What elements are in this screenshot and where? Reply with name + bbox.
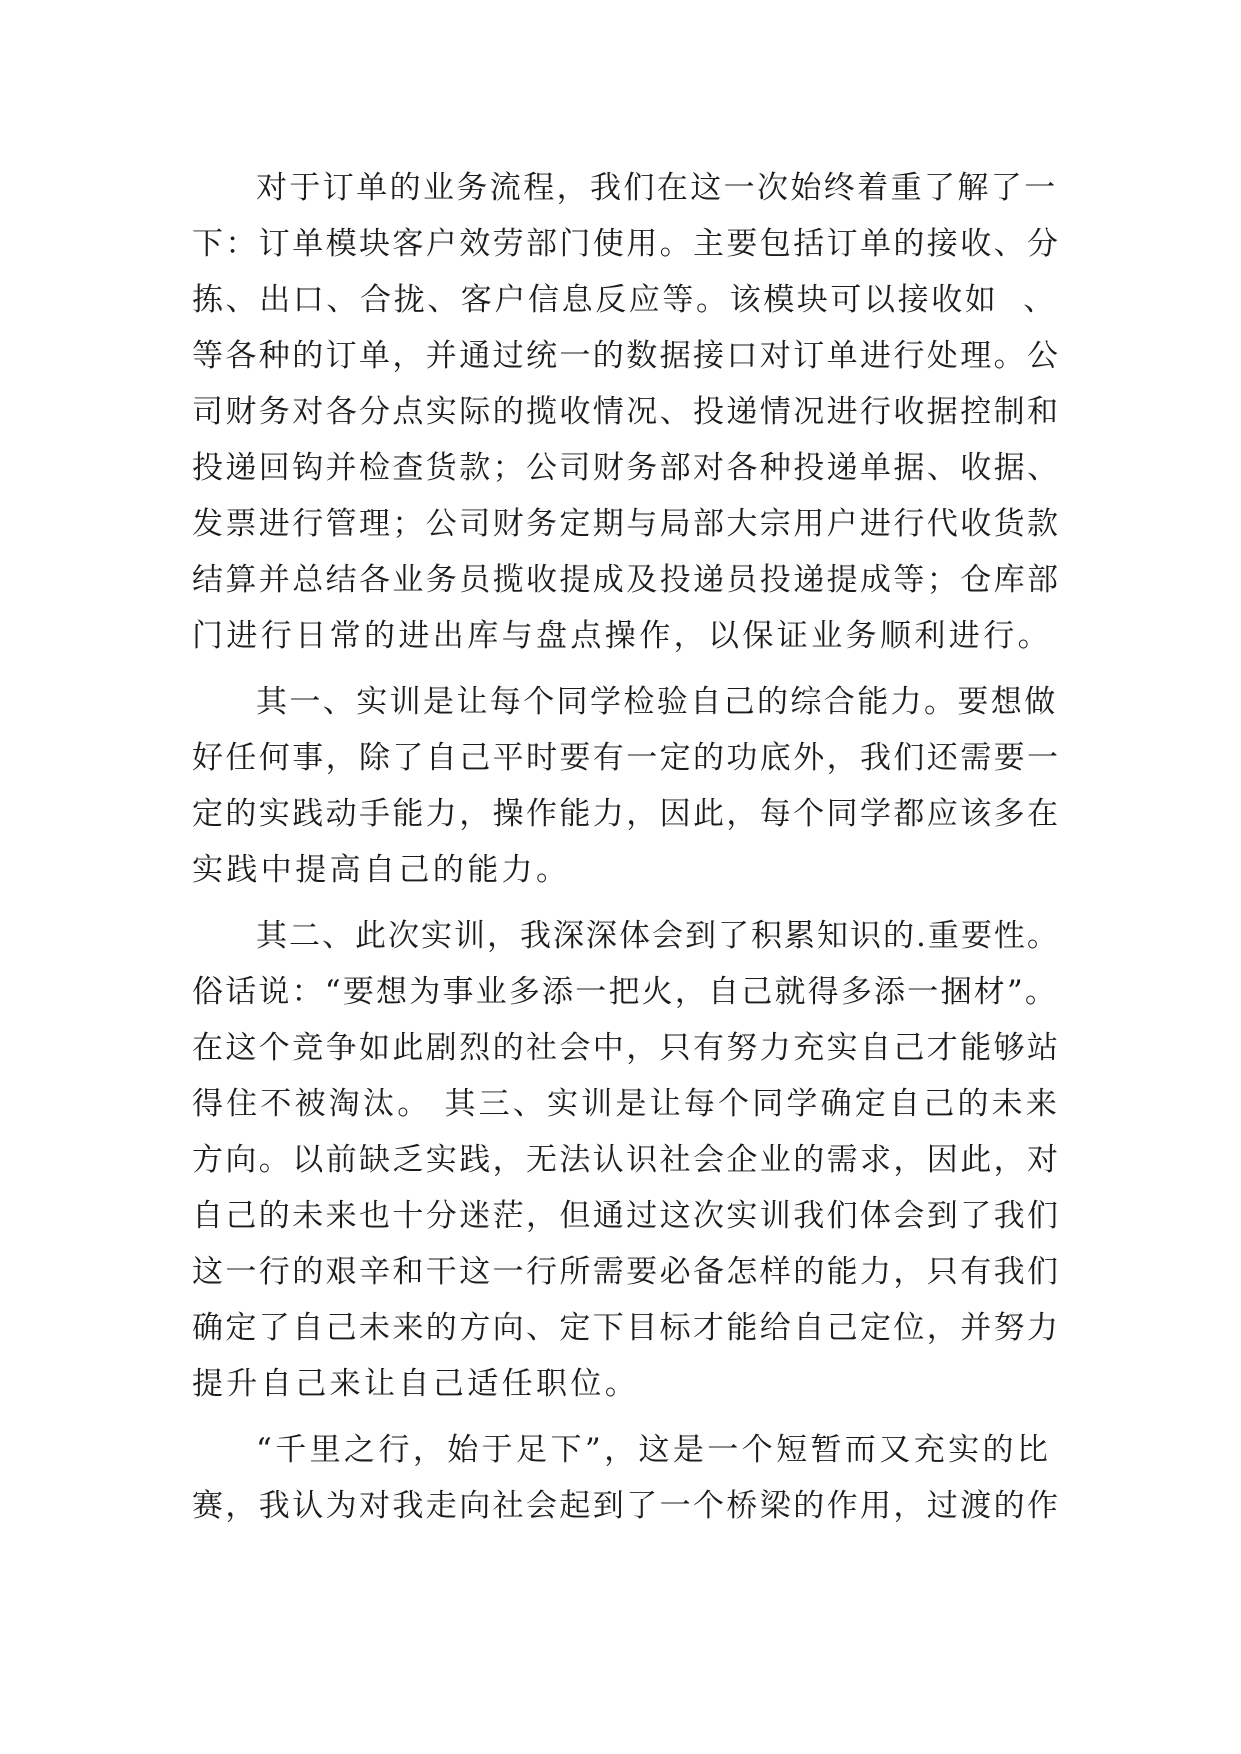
text-line: 提升自己来让自己适任职位。: [192, 1366, 640, 1402]
text-line: 投递回钩并检查货款；公司财务部对各种投递单据、收据、: [192, 450, 1061, 486]
text-line: 俗话说：“要想为事业多添一把火，自己就得多添一捆材”。: [192, 974, 1059, 1010]
text-line: 司财务对各分点实际的揽收情况、投递情况进行收据控制和: [192, 394, 1061, 430]
text-line: 在这个竞争如此剧烈的社会中，只有努力充实自己才能够站: [192, 1030, 1061, 1066]
text-line: 赛，我认为对我走向社会起到了一个桥梁的作用，过渡的作: [192, 1488, 1061, 1524]
text-line: 其二、此次实训，我深深体会到了积累知识的.重要性。: [256, 918, 1060, 954]
text-line: 这一行的艰辛和干这一行所需要必备怎样的能力，只有我们: [192, 1254, 1061, 1290]
text-line: 方向。以前缺乏实践，无法认识社会企业的需求，因此，对: [192, 1142, 1061, 1178]
text-line: 实践中提高自己的能力。: [192, 852, 571, 888]
text-line: 确定了自己未来的方向、定下目标才能给自己定位，并努力: [192, 1310, 1061, 1346]
text-line: 结算并总结各业务员揽收提成及投递员投递提成等；仓库部: [192, 562, 1061, 598]
text-line: 对于订单的业务流程，我们在这一次始终着重了解了一: [256, 170, 1058, 206]
text-line: 得住不被淘汰。 其三、实训是让每个同学确定自己的未来: [192, 1086, 1061, 1122]
text-line: 好任何事，除了自己平时要有一定的功底外，我们还需要一: [192, 740, 1061, 776]
text-line: 定的实践动手能力，操作能力，因此，每个同学都应该多在: [192, 796, 1061, 832]
text-line: 自己的未来也十分迷茫，但通过这次实训我们体会到了我们: [192, 1198, 1061, 1234]
text-line: “千里之行，始于足下”，这是一个短暂而又充实的比: [256, 1432, 1052, 1468]
text-line: 等各种的订单，并通过统一的数据接口对订单进行处理。公: [192, 338, 1061, 374]
text-line: 其一、实训是让每个同学检验自己的综合能力。要想做: [256, 684, 1058, 720]
text-line: 发票进行管理；公司财务定期与局部大宗用户进行代收货款: [192, 506, 1061, 542]
text-line: 下：订单模块客户效劳部门使用。主要包括订单的接收、分: [192, 226, 1061, 262]
text-line: 门进行日常的进出库与盘点操作，以保证业务顺利进行。: [192, 618, 1052, 654]
text-line: 拣、出口、合拢、客户信息反应等。该模块可以接收如 、: [192, 282, 1057, 318]
